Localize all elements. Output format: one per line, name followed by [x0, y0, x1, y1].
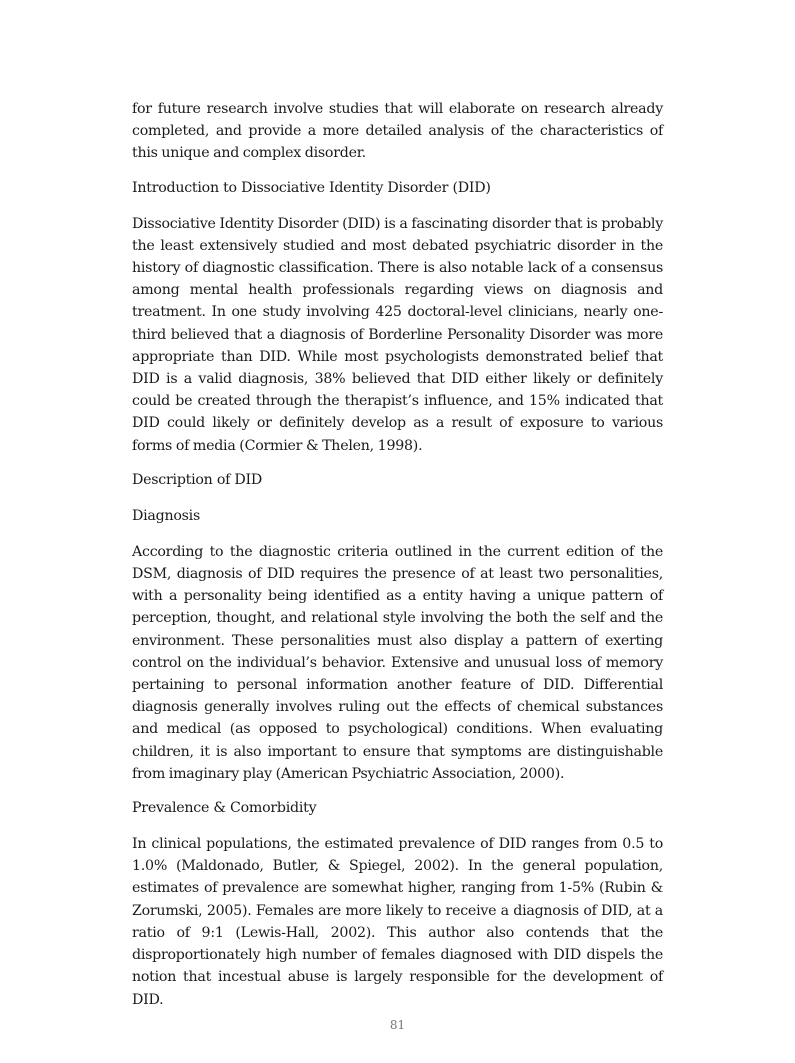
continuation-paragraph: for future research involve studies that will elaborate on research already completed, and provide a more detailed analysis of the characteristics of this unique and complex disorder. — [132, 101, 663, 162]
page-number: 81 — [389, 1018, 406, 1032]
document-page — [132, 98, 663, 1023]
intro-paragraph: Dissociative Identity Disorder (DID) is a fascinating disorder that is probably the least extensively studied and most debated psychiatric disorder in the history of diagnostic classification. There is also notable lack of a consensus among mental health professionals regarding views on diagnosis and treatment. In one study involving 425 doctoral-level clinicians, nearly one-third believed that a diagnosis of Borderline Personality Disorder was more appropriate than DID. While most psychologists demonstrated belief that DID is a valid diagnosis, 38% believed that DID either likely or definitely could be created through the therapist’s influence, and 15% indicated that DID could likely or definitely develop as a result of exposure to various forms of media (Cormier & Thelen, 1998). — [132, 215, 663, 454]
description-heading: Description of DID — [132, 471, 262, 488]
prevalence-heading: Prevalence & Comorbidity — [132, 800, 317, 817]
prevalence-paragraph: In clinical populations, the estimated prevalence of DID ranges from 0.5 to 1.0% (Maldonado, Butler, & Spiegel, 2002). In the general population, estimates of prevalence are somewhat higher, ranging from 1-5% (Rubin & Zorumski, 2005). Females are more likely to receive a diagnosis of DID, at a ratio of 9:1 (Lewis-Hall, 2002). This author also contends that the disproportionately high number of females diagnosed with DID dispels the notion that incestual abuse is largely responsible for the development of DID. — [132, 836, 663, 1008]
diagnosis-paragraph: According to the diagnostic criteria outlined in the current edition of the DSM, diagnosis of DID requires the presence of at least two personalities, with a personality being identified as a entity having a unique pattern of perception, thought, and relational style involving the both the self and the environment. These personalities must also display a pattern of exerting control on the individual’s behavior. Extensive and unusual loss of memory pertaining to personal information another feature of DID. Differential diagnosis generally involves ruling out the effects of chemical substances and medical (as opposed to psychological) conditions. When evaluating children, it is also important to ensure that symptoms are distinguishable from imaginary play (American Psychiatric Association, 2000). — [132, 543, 663, 782]
diagnosis-heading: Diagnosis — [132, 507, 200, 524]
intro-heading: Introduction to Dissociative Identity Disorder (DID) — [132, 179, 491, 196]
